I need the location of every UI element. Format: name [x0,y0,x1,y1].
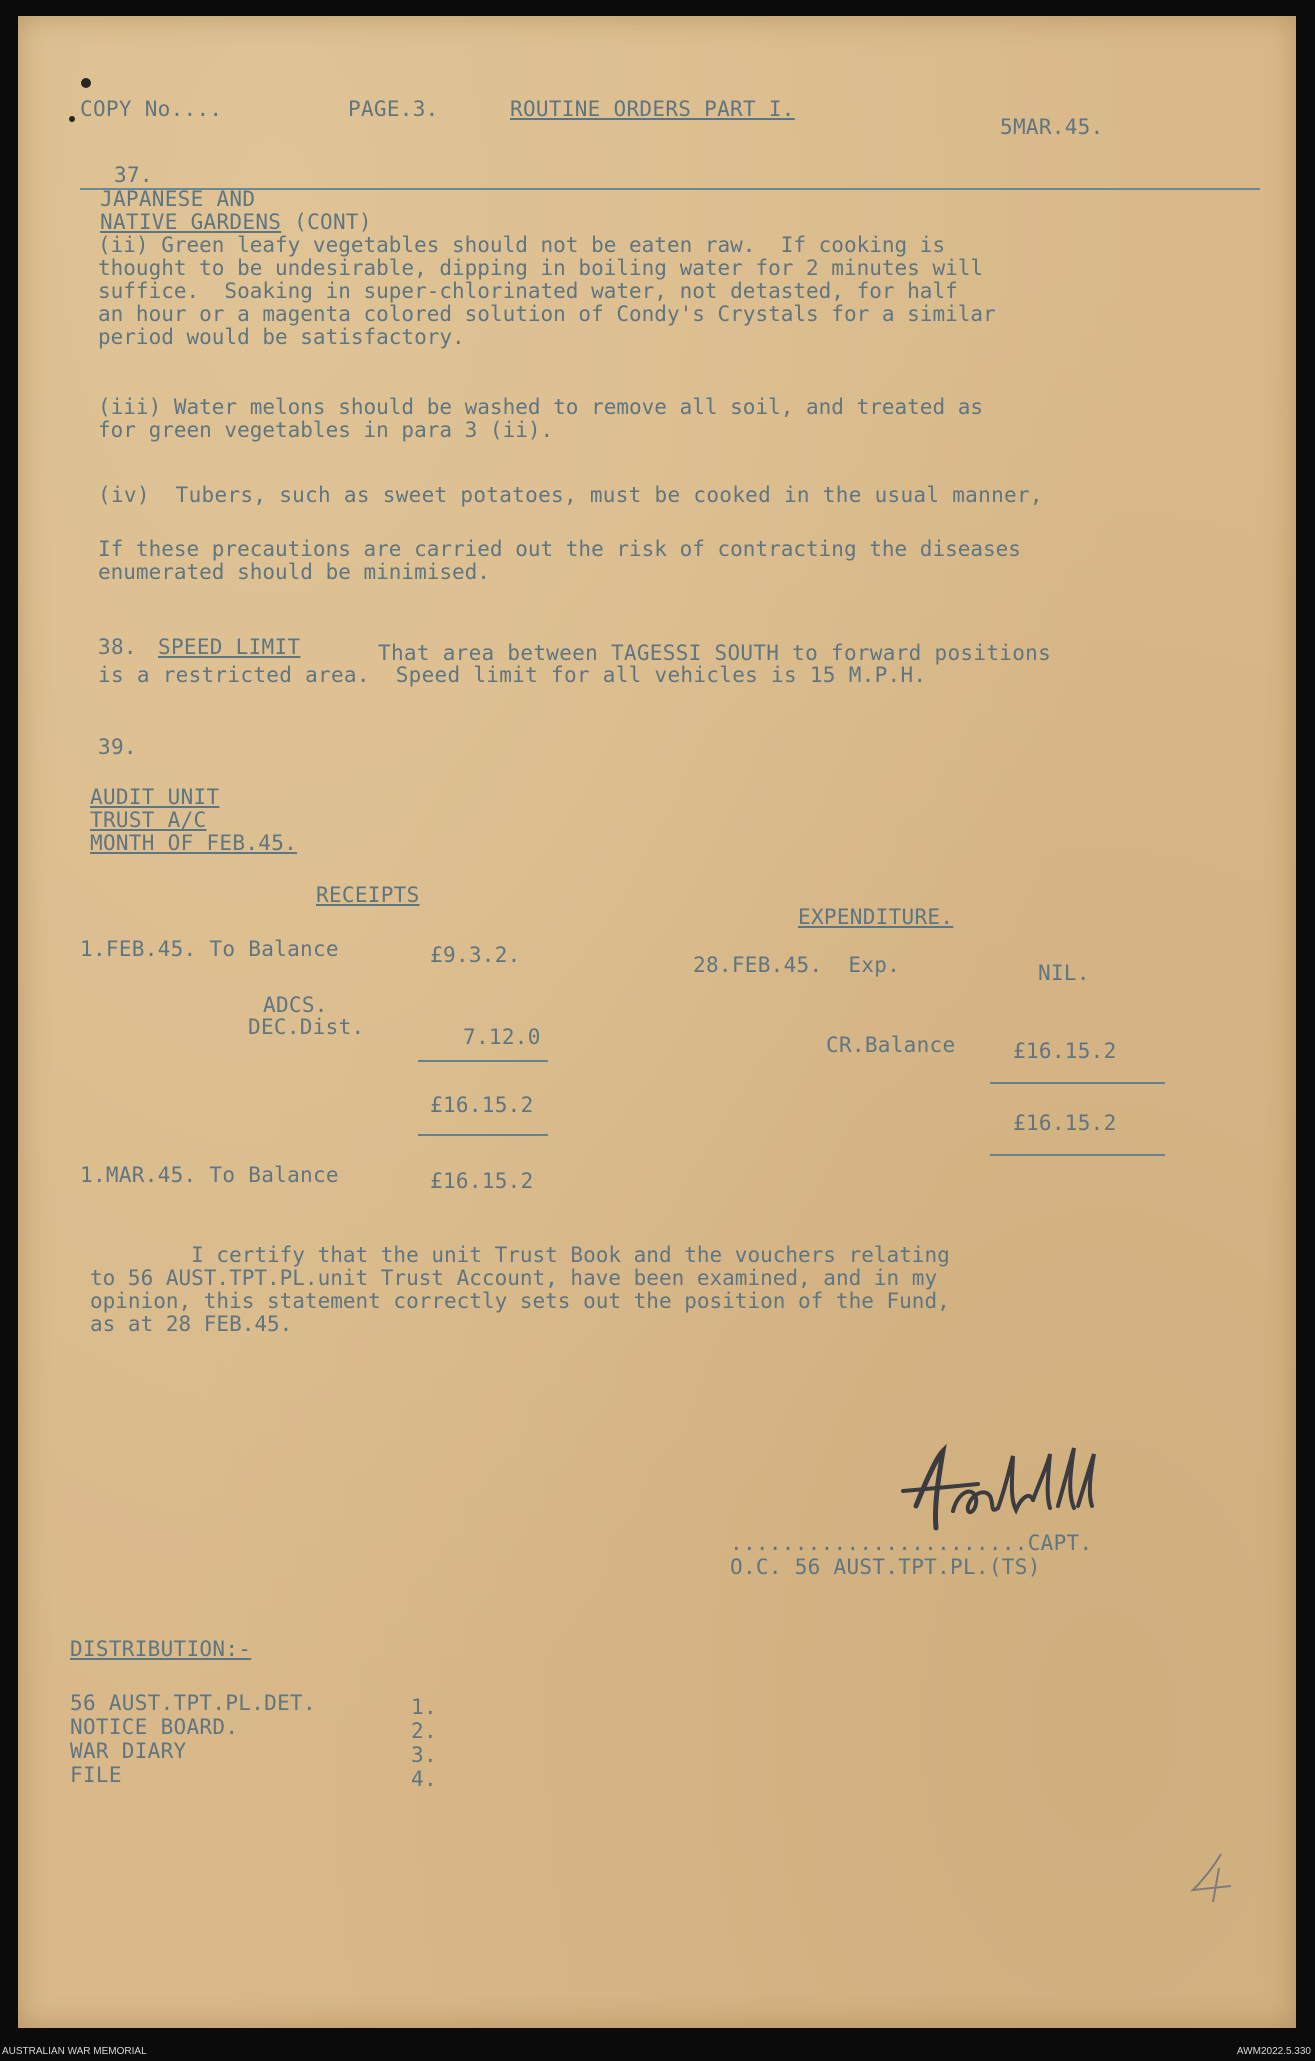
section-39-heading-1: AUDIT UNIT [90,785,220,809]
section-37-number: 37. [114,163,153,187]
para-ii-line: thought to be undesirable, dipping in boiling water for 2 minutes will [98,256,984,280]
distribution-item: NOTICE BOARD. [70,1715,239,1739]
expenditure-date: 28.FEB.45. Exp. [693,953,901,977]
section-37-para-ii [98,234,996,349]
receipt-dist-label: DEC.Dist. [248,1015,365,1039]
cr-balance-label: CR.Balance [826,1033,956,1057]
section-39-heading-2: TRUST A/C [90,808,207,832]
para-iii-line: (iii) Water melons should be washed to remove all soil, and treated as [98,395,984,419]
page-number: PAGE.3. [348,97,439,121]
receipts-total-underline [418,1134,548,1136]
section-38-number: 38. [98,635,137,659]
receipt-opening-amount: £9.3.2. [430,943,521,967]
distribution-item-number: 1. [411,1695,437,1719]
para-ii-line: (ii) Green leafy vegetables should not be eaten raw. If cooking is [98,233,946,257]
certificate-line: opinion, this statement correctly sets out the position of the Fund, [90,1289,950,1313]
receipt-closing-balance: 1.MAR.45. To Balance [80,1163,339,1187]
expenditure-total: £16.15.2 [1013,1111,1117,1135]
distribution-item-number: 3. [411,1743,437,1767]
punch-hole [69,116,75,122]
section-37-heading-2-text: NATIVE GARDENS [100,210,282,234]
section-37-heading-1: JAPANESE AND [100,187,256,211]
distribution-item: 56 AUST.TPT.PL.DET. [70,1691,316,1715]
archive-footer [0,2030,1315,2061]
certificate-line: I certify that the unit Trust Book and the vouchers relating [90,1243,950,1267]
punch-hole [81,78,91,88]
receipts-total: £16.15.2 [430,1093,534,1117]
document-title: ROUTINE ORDERS PART I. [510,97,795,121]
para-ii-line: period would be satisfactory. [98,325,465,349]
section-37-para-iii [98,396,983,442]
receipts-heading: RECEIPTS [316,883,420,907]
document-date: 5MAR.45. [1000,115,1104,139]
section-38-heading: SPEED LIMIT [158,635,301,659]
cr-balance-amount: £16.15.2 [1013,1039,1117,1063]
distribution-item: WAR DIARY [70,1739,187,1763]
section-37-heading-suffix: (CONT) [281,210,372,234]
archive-credit: AUSTRALIAN WAR MEMORIAL [2,2046,147,2057]
section-39-heading-3: MONTH OF FEB.45. [90,831,298,855]
receipt-closing-amount: £16.15.2 [430,1169,534,1193]
pencil-folio-mark [1183,1846,1243,1906]
signatory-title: O.C. 56 AUST.TPT.PL.(TS) [730,1555,1041,1579]
closing-line: enumerated should be minimised. [98,560,490,584]
section-38-text-1: That area between TAGESSI SOUTH to forward positions [378,641,1052,665]
section-39-number: 39. [98,735,137,759]
certificate-line: to 56 AUST.TPT.PL.unit Trust Account, have been examined, and in my [90,1266,938,1290]
receipt-dist-amount: 7.12.0 [463,1025,541,1049]
expenditure-total-rule [990,1082,1165,1084]
distribution-item-number: 4. [411,1767,437,1791]
expenditure-total-underline [990,1154,1165,1156]
expenditure-amount: NIL. [1038,961,1090,985]
receipts-total-rule [418,1060,548,1062]
signature-dotted-line: .......................CAPT. [730,1531,1093,1555]
archive-reference: AWM2022.5.330 [1236,2046,1311,2057]
distribution-item-number: 2. [411,1719,437,1743]
copy-number: COPY No.... [80,97,223,121]
handwritten-signature [898,1436,1108,1546]
header-rule [80,188,1260,190]
closing-line: If these precautions are carried out the risk of contracting the diseases [98,537,1021,561]
para-ii-line: suffice. Soaking in super-chlorinated water, not detasted, for half [98,279,958,303]
distribution-item: FILE [70,1763,122,1787]
section-38-text-2: is a restricted area. Speed limit for all vehicles is 15 M.P.H. [98,663,927,687]
para-ii-line: an hour or a magenta colored solution of Condy's Crystals for a similar [98,302,996,326]
certificate-line: as at 28 FEB.45. [90,1312,293,1336]
audit-certificate [90,1244,950,1336]
para-iii-line: for green vegetables in para 3 (ii). [98,418,554,442]
document-page [18,16,1296,2028]
section-37-closing [98,538,1021,584]
section-37-heading-2 [100,211,372,234]
distribution-heading: DISTRIBUTION:- [70,1637,252,1661]
section-37-para-iv: (iv) Tubers, such as sweet potatoes, must be cooked in the usual manner, [98,483,1043,507]
receipt-opening-balance: 1.FEB.45. To Balance [80,937,339,961]
receipt-adcs-label: ADCS. [263,993,328,1017]
expenditure-heading: EXPENDITURE. [798,905,954,929]
